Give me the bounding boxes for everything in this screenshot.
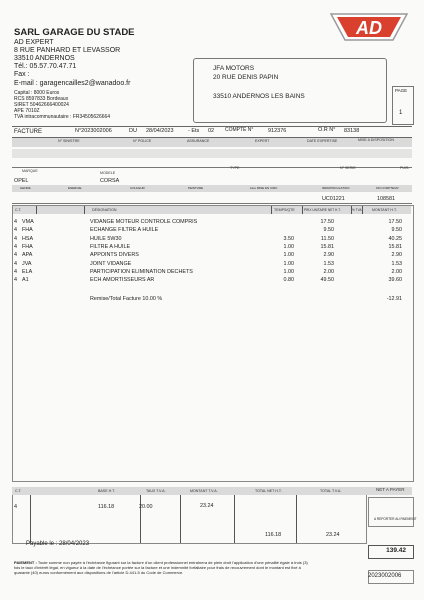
meta-header-police: N° POLICE (133, 139, 152, 143)
totals-net-note: A REPORTER AU PAIEMENT (374, 517, 417, 521)
totals-header-base: BASE H.T. (98, 489, 115, 493)
invoice-du-label: DU (129, 128, 137, 134)
line-qte: 3.50 (283, 235, 294, 242)
line-qte: 1.00 (283, 260, 294, 267)
vehicle-header-marque: MARQUE (22, 169, 38, 173)
line-code: A1 (22, 277, 29, 284)
vehicle-header-serie: N° SERIE (340, 166, 356, 170)
line-prix: 49.50 (320, 277, 334, 284)
totals-total-tva: 23.24 (326, 532, 340, 538)
totals-header-montant-tva: MONTANT T.V.A. (190, 489, 218, 493)
company-name: SARL GARAGE DU STADE (14, 27, 135, 38)
company-email: E-mail : garagencailles2@wanadoo.fr (14, 80, 131, 87)
line-code: VMA (22, 219, 34, 225)
lines-header-designation: DÉSIGNATION (92, 208, 117, 212)
meta-header-expert: EXPERT (255, 139, 270, 143)
vehicle-immat: UC01221 (322, 196, 345, 202)
client-name: JFA MOTORS (213, 65, 255, 72)
line-designation: FILTRE A HUILE (90, 243, 131, 250)
line-prix: 2.00 (323, 268, 334, 275)
line-code: ELA (22, 268, 33, 275)
ad-logo (329, 10, 409, 44)
line-ct: 4 (14, 252, 17, 259)
line-ct: 4 (14, 243, 17, 250)
line-prix: 9.50 (323, 227, 334, 234)
vehicle-header-couleur: COULEUR (130, 186, 145, 190)
company-tel: Tél.: 05.57.70.47.71 (14, 63, 77, 70)
vehicle-header-energie: ENERGIE (68, 186, 82, 190)
invoice-or-label: O.R N° (318, 127, 336, 133)
company-siret: SIRET 50462666400024 (14, 102, 69, 108)
page-number: 1 (399, 110, 403, 116)
line-ct: 4 (14, 219, 17, 225)
line-prix: 11.50 (320, 235, 334, 242)
line-prix: 1.53 (323, 260, 334, 267)
meta-header-assurance: ASSURANCE (187, 139, 210, 143)
line-qte: 0.80 (283, 277, 294, 284)
line-designation: JOINT VIDANGE (90, 260, 132, 267)
line-prix: 2.90 (323, 252, 334, 259)
totals-montant-tva: 23.24 (200, 503, 214, 509)
line-montant: 9.50 (391, 227, 402, 234)
payment-terms-line2: fois le taux d'intérêt légal, en vigueur à la date de l'échéance portée sur la facture et une indemnité forfaitaire pour frais de recouvrement dont le montant est fixé à (14, 565, 301, 570)
totals-box (12, 495, 367, 544)
line-montant: 40.25 (388, 235, 402, 242)
line-ct: 4 (14, 227, 17, 234)
vehicle-marque: OPEL (14, 178, 29, 184)
page-label: PAGE (395, 88, 408, 93)
invoice-ets: 02 (208, 128, 215, 134)
totals-header-total-ht: TOTAL NET H.T. (255, 489, 282, 493)
invoice-or: 83138 (344, 128, 360, 134)
line-code: FHA (22, 227, 33, 234)
line-code: HSA (22, 235, 34, 242)
line-montant: 15.81 (388, 243, 402, 250)
payment-terms-line3: quarante (40) euros conformément aux dispositions de l'article D.441-5 du Code de Commerce. (14, 570, 184, 575)
line-prix: 15.81 (320, 243, 334, 250)
invoice-compte-label: COMPTE N° (225, 127, 254, 133)
vehicle-header-modele: MODELE (100, 171, 116, 175)
line-code: JVA (22, 260, 32, 267)
remise-amount: -12.91 (386, 296, 402, 302)
line-montant: 2.00 (391, 268, 402, 275)
company-fax: Fax : (14, 71, 30, 78)
line-ct: 4 (14, 268, 17, 275)
vehicle-header-immat: IMMATRICULATION (322, 186, 350, 190)
lines-table (12, 205, 414, 482)
company-capital: Capital : 8000 Euros (14, 90, 60, 96)
company-ape: APE 7010Z (14, 108, 40, 114)
line-designation: APPOINTS DIVERS (90, 252, 139, 259)
vehicle-header-peinture: PEINTURE (188, 186, 204, 190)
line-ct: 4 (14, 277, 17, 284)
payment-terms-title: PAIEMENT : (14, 560, 37, 565)
line-designation: HUILE 5W30 (90, 235, 122, 242)
lines-header-temps: TEMPS/QTE (274, 208, 295, 212)
totals-ref: 2023002006 (368, 573, 402, 579)
company-address: 8 RUE PANHARD ET LEVASSOR (14, 47, 121, 54)
vehicle-header-km: KM COMPTEUR (376, 186, 399, 190)
company-rcs: RCS 8597833 Bordeaux (14, 96, 69, 102)
company-city: 33510 ANDERNOS (14, 55, 75, 62)
line-montant: 39.60 (388, 277, 402, 284)
line-designation: VIDANGE MOTEUR CONTROLE COMPRIS (90, 219, 198, 225)
totals-taux: 20.00 (139, 504, 153, 510)
line-designation: PARTICIPATION ELIMINATION DECHETS (90, 268, 193, 275)
invoice-compte: 912376 (268, 128, 287, 134)
lines-header-prix: PRIX UNITAIRE NET H.T. (304, 208, 341, 212)
totals-header-taux: TAUX T.V.A. (146, 489, 166, 493)
lines-header-montant: MONTANT H.T. (372, 208, 397, 212)
client-city: 33510 ANDERNOS LES BAINS (213, 93, 305, 100)
totals-header-net: NET A PAYER (376, 487, 405, 492)
meta-header-sinistre: N° SINISTRE (58, 139, 80, 143)
line-montant: 1.53 (391, 260, 402, 267)
line-montant: 17.50 (388, 219, 402, 225)
line-qte: 1.00 (283, 268, 294, 275)
line-designation: ECHANGE FILTRE A HUILE (90, 227, 159, 234)
lines-header-ct: C.T. (15, 208, 22, 212)
net-note-box (368, 497, 414, 527)
line-montant: 2.90 (391, 252, 402, 259)
line-qte: 1.00 (283, 243, 294, 250)
payable-date: Payable le : 28/04/2023 (26, 541, 90, 547)
remise-label: Remise/Total Facture 10.00 % (90, 296, 163, 302)
totals-header-total-tva: TOTAL T.V.A. (320, 489, 342, 493)
payment-terms-line1: Toute somme non payée à l'échéance figurant sur la facture d'un client professionnel entraînera de plein droit l'application d'une pénalité égale à trois (3) (37, 560, 308, 565)
vehicle-header-mec: 1ère MISE EN CIRC. (250, 186, 279, 190)
line-prix: 17.50 (320, 219, 334, 225)
meta-values-bar (12, 149, 412, 158)
line-code: FHA (22, 243, 33, 250)
totals-ct: 4 (14, 504, 17, 510)
invoice-label: FACTURE (14, 129, 43, 135)
client-address: 20 RUE DENIS PAPIN (213, 74, 279, 81)
invoice-number: N°2023002006 (75, 128, 112, 134)
line-qte: 1.00 (283, 252, 294, 259)
line-ct: 4 (14, 235, 17, 242)
lines-header-tva: % TVA (352, 208, 362, 212)
totals-total-ht: 116.18 (265, 532, 282, 538)
payment-terms (14, 560, 364, 575)
meta-header-mise-disposition: MISE A DISPOSITION (358, 138, 394, 142)
vehicle-header-puis: PUIS. (400, 166, 410, 170)
line-code: APA (22, 252, 33, 259)
ad-logo-text: AD (356, 18, 382, 38)
vehicle-modele: CORSA (100, 178, 120, 184)
totals-header-ct: C.T. (15, 489, 22, 493)
totals-base: 116.18 (98, 504, 115, 510)
vehicle-rule-bottom (12, 203, 412, 204)
invoice-ets-label: - Ets (188, 128, 200, 134)
line-ct: 4 (14, 260, 17, 267)
vehicle-header-genre: GENRE (20, 186, 31, 190)
company-tva: TVA intracommunautaire : FR34505626664 (14, 114, 111, 120)
line-designation: ECH AMORTISSEURS AR (90, 277, 155, 284)
vehicle-header-type: TYPE (230, 166, 240, 170)
meta-header-date-expertise: DATE EXPERTISE (307, 139, 338, 143)
company-brand: AD EXPERT (14, 39, 54, 46)
vehicle-km: 108581 (377, 196, 395, 202)
invoice-date: 28/04/2023 (146, 128, 174, 134)
totals-net: 139.42 (386, 547, 406, 554)
